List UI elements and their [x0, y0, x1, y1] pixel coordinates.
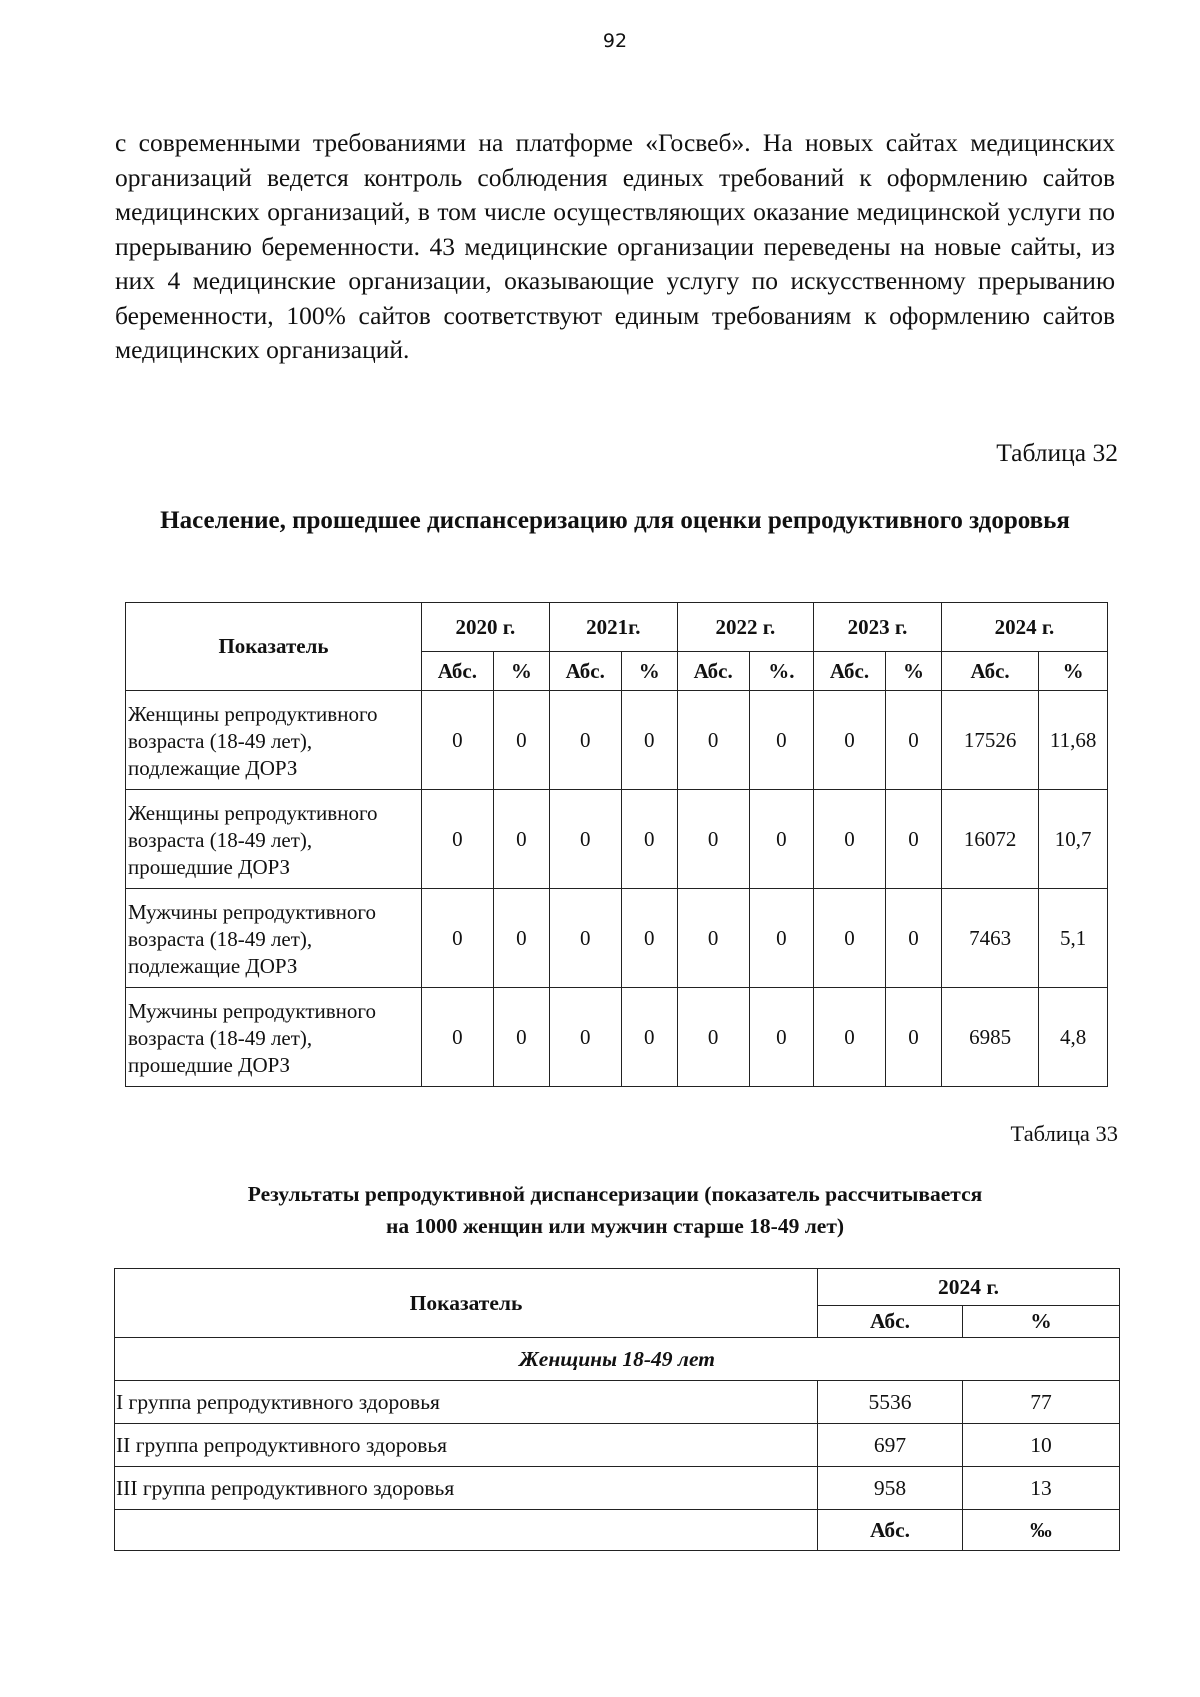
table-33-title-line2: на 1000 женщин или мужчин старше 18-49 лет) — [385, 1214, 845, 1238]
cell: 0 — [493, 988, 549, 1087]
row-label: III группа репродуктивного здоровья — [115, 1467, 818, 1510]
table-row — [115, 1510, 1120, 1551]
cell: 0 — [549, 691, 621, 790]
table-row — [126, 988, 1108, 1087]
row-label: II группа репродуктивного здоровья — [115, 1424, 818, 1467]
subheader: Абс. — [549, 652, 621, 691]
cell: 17526 — [941, 691, 1038, 790]
table-33-label: Таблица 33 — [1010, 1121, 1118, 1146]
subheader: % — [885, 652, 941, 691]
subheader: Абс. — [677, 652, 749, 691]
table-33-title-line1: Результаты репродуктивной диспансеризации (показатель рассчитывается — [247, 1182, 983, 1206]
table-32 — [125, 602, 1108, 1087]
subheader: Абс. — [818, 1306, 963, 1338]
header-year: 2020 г. — [421, 603, 549, 652]
cell: 0 — [814, 889, 886, 988]
cell: 6985 — [941, 988, 1038, 1087]
cell: 10 — [963, 1424, 1120, 1467]
subheader: ‰ — [963, 1510, 1120, 1551]
cell: 13 — [963, 1467, 1120, 1510]
table-row — [126, 790, 1108, 889]
row-label: Женщины репродуктивного возраста (18-49 лет), прошедшие ДОРЗ — [126, 790, 422, 889]
cell: 0 — [814, 691, 886, 790]
cell: 11,68 — [1039, 691, 1108, 790]
cell: 0 — [677, 691, 749, 790]
section-header-women: Женщины 18-49 лет — [115, 1338, 1120, 1381]
header-year: 2024 г. — [941, 603, 1107, 652]
cell: 0 — [421, 790, 493, 889]
subheader: %. — [749, 652, 813, 691]
table-row — [126, 889, 1108, 988]
cell: 7463 — [941, 889, 1038, 988]
header-year: 2022 г. — [677, 603, 813, 652]
subheader: % — [493, 652, 549, 691]
row-label: I группа репродуктивного здоровья — [115, 1381, 818, 1424]
cell: 0 — [421, 691, 493, 790]
row-label: Женщины репродуктивного возраста (18-49 лет), подлежащие ДОРЗ — [126, 691, 422, 790]
cell: 77 — [963, 1381, 1120, 1424]
cell: 0 — [493, 790, 549, 889]
cell: 0 — [885, 691, 941, 790]
cell: 0 — [621, 889, 677, 988]
cell: 0 — [749, 691, 813, 790]
cell: 0 — [677, 790, 749, 889]
cell: 5536 — [818, 1381, 963, 1424]
row-label: Мужчины репродуктивного возраста (18-49 лет), подлежащие ДОРЗ — [126, 889, 422, 988]
empty-cell — [115, 1510, 818, 1551]
subheader: % — [963, 1306, 1120, 1338]
cell: 0 — [421, 988, 493, 1087]
table-33-title — [100, 1178, 1130, 1242]
subheader: % — [1039, 652, 1108, 691]
cell: 4,8 — [1039, 988, 1108, 1087]
cell: 0 — [549, 790, 621, 889]
cell: 0 — [677, 988, 749, 1087]
page-number: 92 — [602, 30, 628, 52]
cell: 0 — [549, 889, 621, 988]
cell: 0 — [885, 988, 941, 1087]
cell: 0 — [549, 988, 621, 1087]
row-label: Мужчины репродуктивного возраста (18-49 лет), прошедшие ДОРЗ — [126, 988, 422, 1087]
subheader: Абс. — [818, 1510, 963, 1551]
cell: 0 — [493, 889, 549, 988]
cell: 10,7 — [1039, 790, 1108, 889]
body-paragraph: с современными требованиями на платформе «Госвеб». На новых сайтах медицинских организаций ведется контроль соблюдения единых требований к оформлению сайтов медицинских организаций, в том числе осуществляющих оказание медицинской услуги по прерыванию беременности. 43 медицинские организации переведены на новые сайты, из них 4 медицинские организации, оказывающие услугу по искусственному прерыванию беременности, 100% сайтов соответствуют единым требованиям к оформлению сайтов медицинских организаций. — [115, 128, 1115, 364]
cell: 0 — [421, 889, 493, 988]
subheader: Абс. — [814, 652, 886, 691]
table-row — [126, 691, 1108, 790]
table-row — [115, 1467, 1120, 1510]
cell: 5,1 — [1039, 889, 1108, 988]
cell: 0 — [749, 790, 813, 889]
cell: 0 — [677, 889, 749, 988]
table-32-label: Таблица 32 — [996, 438, 1118, 467]
header-year: 2021г. — [549, 603, 677, 652]
cell: 0 — [814, 790, 886, 889]
cell: 0 — [621, 691, 677, 790]
table-row — [115, 1424, 1120, 1467]
cell: 958 — [818, 1467, 963, 1510]
header-year: 2024 г. — [818, 1269, 1120, 1306]
table-33 — [114, 1268, 1120, 1551]
subheader: Абс. — [941, 652, 1038, 691]
subheader: % — [621, 652, 677, 691]
cell: 0 — [493, 691, 549, 790]
table-32-title: Население, прошедшее диспансеризацию для оценки репродуктивного здоровья — [160, 507, 1070, 534]
cell: 0 — [885, 889, 941, 988]
cell: 0 — [621, 988, 677, 1087]
header-year: 2023 г. — [814, 603, 942, 652]
cell: 16072 — [941, 790, 1038, 889]
cell: 0 — [749, 988, 813, 1087]
table-row — [115, 1381, 1120, 1424]
cell: 0 — [749, 889, 813, 988]
subheader: Абс. — [421, 652, 493, 691]
cell: 0 — [885, 790, 941, 889]
header-indicator: Показатель — [115, 1269, 818, 1338]
header-indicator: Показатель — [126, 603, 422, 691]
cell: 697 — [818, 1424, 963, 1467]
cell: 0 — [621, 790, 677, 889]
cell: 0 — [814, 988, 886, 1087]
